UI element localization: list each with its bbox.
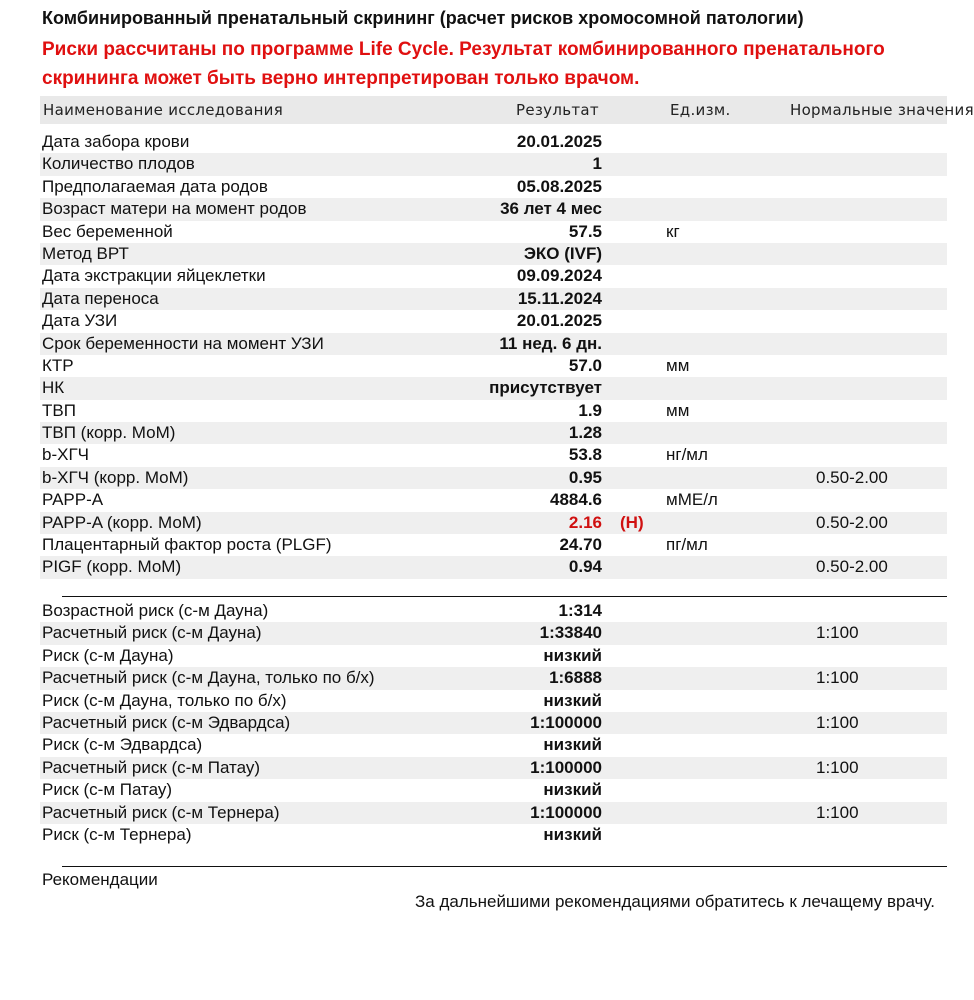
- cell-unit: мМЕ/л: [666, 490, 718, 510]
- cell-name: Срок беременности на момент УЗИ: [42, 333, 324, 353]
- cell-value: низкий: [543, 645, 602, 665]
- table-row: [40, 265, 947, 287]
- cell-value: 1:33840: [539, 623, 602, 643]
- risk-row: [40, 802, 947, 824]
- cell-name: КТР: [42, 355, 74, 375]
- table-row: [40, 400, 947, 422]
- cell-name: Дата экстракции яйцеклетки: [42, 266, 266, 286]
- table-row: [40, 534, 947, 556]
- cell-name: Риск (с-м Тернера): [42, 824, 192, 844]
- cell-name: Расчетный риск (с-м Эдвардса): [42, 712, 291, 732]
- risk-row: [40, 667, 947, 689]
- cell-value: 11 нед. 6 дн.: [499, 333, 602, 353]
- risk-row: [40, 622, 947, 644]
- cell-value: 53.8: [568, 445, 602, 465]
- warning-line-1: Риски рассчитаны по программе Life Cycle. Результат комбинированного пренатального: [42, 39, 885, 60]
- cell-unit: мм: [666, 400, 690, 420]
- risk-row: [40, 600, 947, 622]
- cell-name: Возраст матери на момент родов: [42, 199, 307, 219]
- cell-norm: 1:100: [816, 623, 859, 643]
- cell-value: ЭКО (IVF): [523, 243, 602, 263]
- cell-value: 36 лет 4 мес: [500, 199, 602, 219]
- table-row: [40, 243, 947, 265]
- report-title: Комбинированный пренатальный скрининг (расчет рисков хромосомной патологии): [42, 8, 804, 28]
- risks-table: [40, 600, 947, 846]
- table-row: [40, 489, 947, 511]
- cell-value: низкий: [543, 735, 602, 755]
- cell-name: PAPP-A: [42, 490, 104, 510]
- cell-name: Риск (с-м Эдвардса): [42, 735, 203, 755]
- table-row: [40, 422, 947, 444]
- cell-value: присутствует: [489, 378, 602, 398]
- table-row: [40, 153, 947, 175]
- cell-value: 15.11.2024: [517, 288, 602, 308]
- cell-name: Расчетный риск (с-м Дауна, только по б/х): [42, 668, 375, 688]
- table-row: [40, 176, 947, 198]
- cell-name: НК: [42, 378, 65, 398]
- cell-name: PIGF (корр. МоМ): [42, 557, 182, 577]
- cell-value: низкий: [543, 780, 602, 800]
- results-table: [40, 131, 947, 579]
- table-row: [40, 556, 947, 578]
- risk-row: [40, 824, 947, 846]
- cell-value: 1:100000: [530, 757, 602, 777]
- warning-line-2: скрининга может быть верно интерпретирован только врачом.: [42, 68, 640, 89]
- table-row: [40, 221, 947, 243]
- table-row: [40, 512, 947, 534]
- header-unit: Ед.изм.: [670, 101, 731, 119]
- cell-value: 24.70: [559, 535, 602, 555]
- cell-name: Риск (с-м Патау): [42, 780, 173, 800]
- cell-norm: 1:100: [816, 757, 859, 777]
- cell-value: 57.0: [568, 355, 602, 375]
- risk-row: [40, 779, 947, 801]
- risk-row: [40, 712, 947, 734]
- cell-name: b-ХГЧ (корр. МоМ): [42, 467, 189, 487]
- cell-value: 1:100000: [530, 802, 602, 822]
- table-row: [40, 288, 947, 310]
- recommendations-label: Рекомендации: [42, 870, 158, 889]
- cell-value: 1.28: [568, 423, 602, 443]
- cell-flag: (H): [620, 512, 644, 532]
- cell-value: 1:6888: [549, 668, 602, 688]
- cell-name: ТВП: [42, 400, 76, 420]
- cell-norm: 0.50-2.00: [816, 467, 888, 487]
- cell-value: 4884.6: [550, 490, 602, 510]
- risk-row: [40, 690, 947, 712]
- cell-name: b-ХГЧ: [42, 445, 89, 465]
- cell-name: Вес беременной: [42, 221, 173, 241]
- cell-value: низкий: [543, 824, 602, 844]
- divider-line: [62, 596, 947, 597]
- cell-name: Риск (с-м Дауна): [42, 645, 174, 665]
- table-row: [40, 444, 947, 466]
- cell-value: 0.94: [568, 557, 602, 577]
- cell-value: 20.01.2025: [516, 132, 602, 151]
- table-row: [40, 131, 947, 153]
- cell-value: 05.08.2025: [516, 176, 602, 196]
- cell-name: Количество плодов: [42, 154, 195, 174]
- cell-name: Плацентарный фактор роста (PLGF): [42, 535, 332, 555]
- cell-norm: 1:100: [816, 668, 859, 688]
- table-row: [40, 377, 947, 399]
- table-row: [40, 355, 947, 377]
- cell-value: 1:100000: [530, 712, 602, 732]
- cell-unit: мм: [666, 355, 690, 375]
- table-row: [40, 310, 947, 332]
- cell-value: 1:314: [558, 601, 602, 620]
- cell-norm: 1:100: [816, 712, 859, 732]
- cell-name: Метод ВРТ: [42, 243, 129, 263]
- cell-unit: кг: [666, 221, 680, 241]
- cell-unit: пг/мл: [666, 535, 708, 555]
- cell-value: 1: [592, 154, 602, 174]
- header-norm: Нормальные значения: [790, 101, 974, 119]
- table-row: [40, 333, 947, 355]
- risk-row: [40, 757, 947, 779]
- header-result: Результат: [516, 101, 599, 119]
- risk-row: [40, 734, 947, 756]
- recommendations-text: За дальнейшими рекомендациями обратитесь к лечащему врачу.: [415, 892, 935, 911]
- table-header: [40, 96, 974, 124]
- cell-name: Дата УЗИ: [42, 311, 118, 331]
- cell-value: низкий: [543, 690, 602, 710]
- header-name: Наименование исследования: [43, 101, 284, 119]
- cell-name: PAPP-A (корр. МоМ): [42, 512, 202, 532]
- table-row: [40, 467, 947, 489]
- cell-name: Дата переноса: [42, 288, 159, 308]
- cell-name: ТВП (корр. МоМ): [42, 423, 176, 443]
- cell-name: Расчетный риск (с-м Тернера): [42, 802, 280, 822]
- cell-name: Расчетный риск (с-м Дауна): [42, 623, 262, 643]
- cell-norm: 1:100: [816, 802, 859, 822]
- cell-name: Возрастной риск (с-м Дауна): [42, 601, 269, 620]
- cell-name: Предполагаемая дата родов: [42, 176, 268, 196]
- cell-unit: нг/мл: [666, 445, 708, 465]
- cell-value: 2.16: [568, 512, 602, 532]
- cell-value: 20.01.2025: [516, 311, 602, 331]
- risk-row: [40, 645, 947, 667]
- cell-norm: 0.50-2.00: [816, 512, 888, 532]
- cell-norm: 0.50-2.00: [816, 557, 888, 577]
- cell-value: 1.9: [578, 400, 602, 420]
- cell-name: Риск (с-м Дауна, только по б/х): [42, 690, 287, 710]
- table-row: [40, 198, 947, 220]
- cell-value: 09.09.2024: [516, 266, 602, 286]
- cell-value: 57.5: [568, 221, 602, 241]
- cell-name: Расчетный риск (с-м Патау): [42, 757, 261, 777]
- divider-line-bottom: [62, 866, 947, 867]
- cell-value: 0.95: [568, 467, 602, 487]
- cell-name: Дата забора крови: [42, 132, 190, 151]
